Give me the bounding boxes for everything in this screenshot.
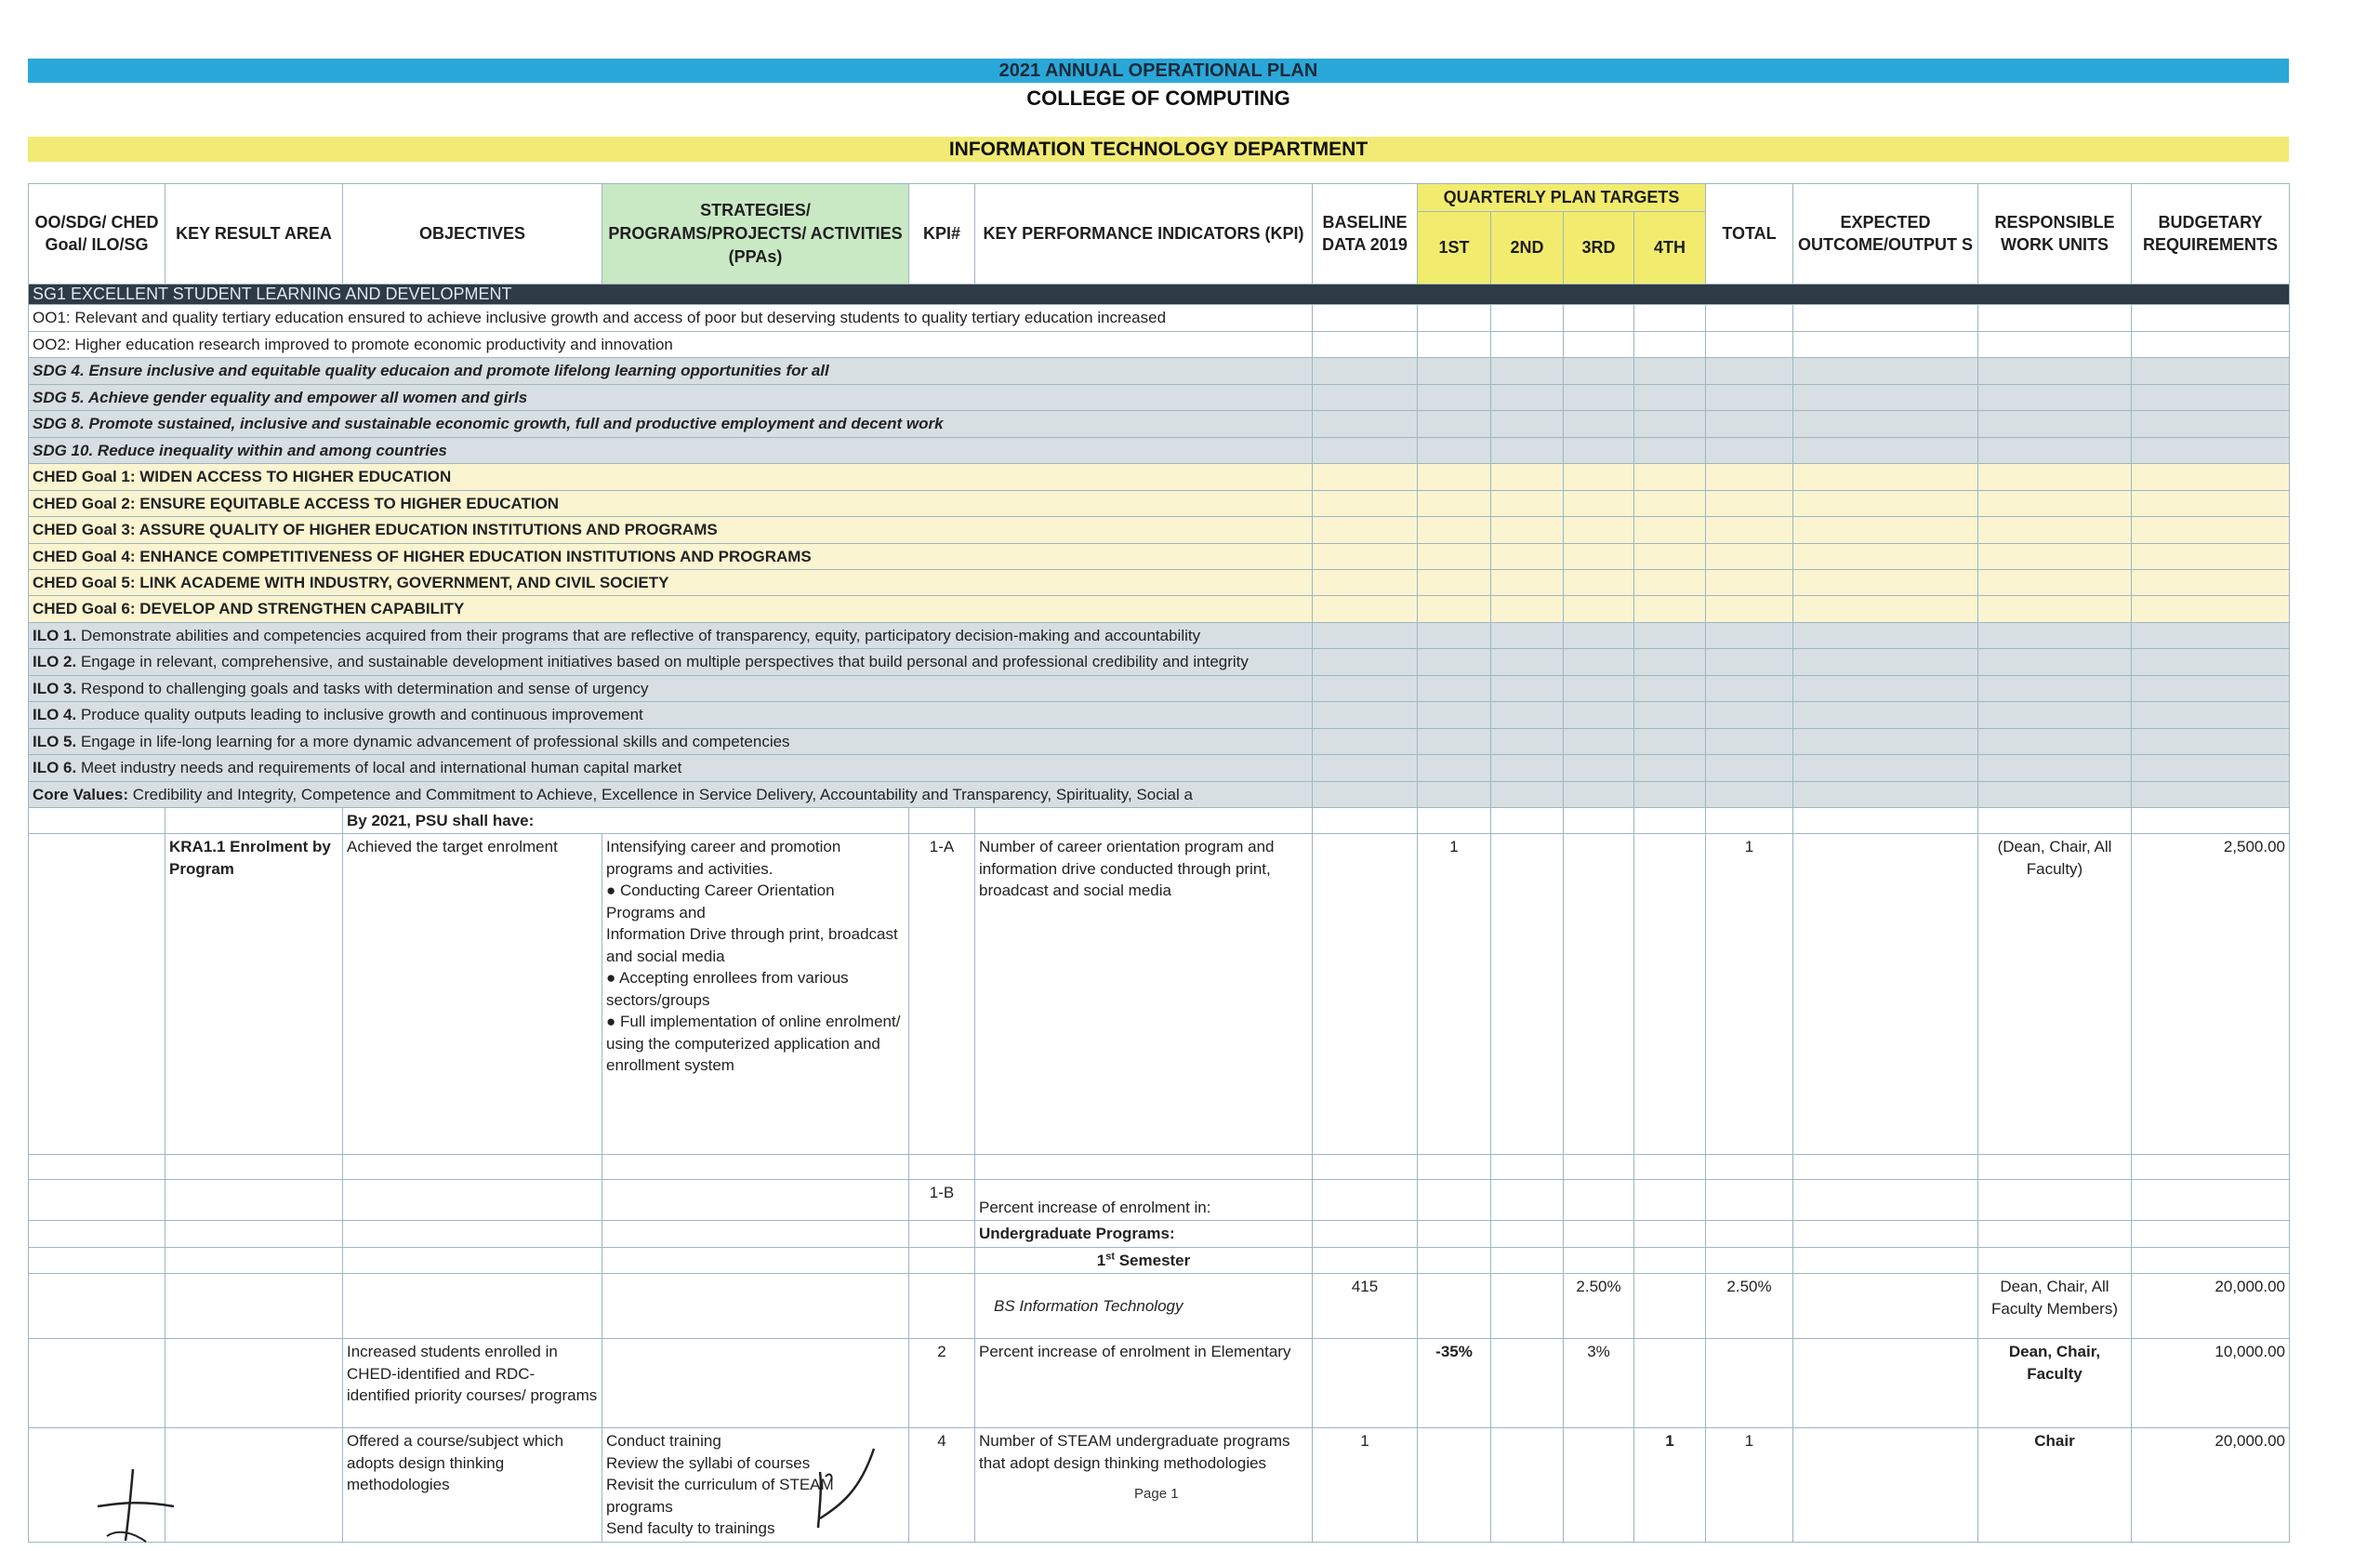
objective-text: Offered a course/subject which adopts design thinking methodologies — [343, 1428, 602, 1542]
kpi-row-1b — [29, 1180, 2290, 1221]
ilo-row — [29, 649, 2290, 675]
strategy-line: Intensifying career and promotion programs and activities. — [606, 838, 841, 878]
semester-row — [29, 1247, 2290, 1273]
operational-plan-table — [28, 183, 2290, 1543]
ilo-text: Respond to challenging goals and tasks with determination and sense of urgency — [80, 679, 649, 697]
total-target: 1 — [1706, 1428, 1793, 1542]
col-responsible-header: RESPONSIBLE WORK UNITS — [1978, 184, 2132, 285]
objective-text: Increased students enrolled in CHED-identified and RDC-identified priority courses/ programs — [343, 1339, 602, 1428]
sdg-text: SDG 10. Reduce inequality within and among countries — [29, 437, 1313, 463]
strategy-line: Revisit the curriculum of STEAM programs — [606, 1476, 834, 1516]
ched-goal-row — [29, 464, 2290, 490]
col-kra-header: KEY RESULT AREA — [165, 184, 343, 285]
budget-amount: 10,000.00 — [2132, 1339, 2290, 1428]
program-row — [29, 1274, 2290, 1339]
col-q1-header: 1ST — [1418, 211, 1491, 284]
col-quarterly-header: QUARTERLY PLAN TARGETS — [1418, 184, 1706, 212]
kpi-number: 1-B — [909, 1180, 975, 1221]
sdg-row — [29, 411, 2290, 437]
kpi-row-1a — [29, 834, 2290, 1155]
kpi-number: 2 — [909, 1339, 975, 1428]
ilo-label: ILO 6. — [33, 759, 77, 777]
sdg-text: SDG 8. Promote sustained, inclusive and sustainable economic growth, full and productive employment and decent work — [29, 411, 1313, 437]
responsible-units: Dean, Chair, All Faculty Members) — [1978, 1274, 2132, 1339]
ilo-row — [29, 675, 2290, 701]
college-name: COLLEGE OF COMPUTING — [1026, 86, 1290, 110]
baseline-value: 415 — [1313, 1274, 1418, 1339]
ilo-text: Engage in life-long learning for a more dynamic advancement of professional skills and competencies — [80, 732, 790, 750]
sdg-row — [29, 437, 2290, 463]
ched-goal-row — [29, 569, 2290, 595]
q1-target: -35% — [1418, 1339, 1491, 1428]
col-budget-header: BUDGETARY REQUIREMENTS — [2132, 184, 2290, 285]
q3-target: 2.50% — [1564, 1274, 1634, 1339]
semester-number: 1 — [1096, 1251, 1106, 1269]
kpi-number: 4 — [909, 1428, 975, 1542]
strategy-line: Send faculty to trainings — [606, 1519, 775, 1538]
undergrad-label: Undergraduate Programs: — [975, 1221, 1313, 1247]
col-objectives-header: OBJECTIVES — [343, 184, 602, 285]
ilo-text: Demonstrate abilities and competencies acquired from their programs that are reflective of transparency, equity, participatory decision-making and accountability — [80, 626, 1201, 644]
ilo-text: Engage in relevant, comprehensive, and sustainable development initiatives based on multiple perspectives that build personal and professional credibility and integrity — [80, 653, 1249, 671]
ilo-cell — [29, 622, 1313, 648]
ched-goal-text: CHED Goal 2: ENSURE EQUITABLE ACCESS TO HIGHER EDUCATION — [29, 490, 1313, 516]
col-outcome-header: EXPECTED OUTCOME/OUTPUT S — [1793, 184, 1978, 285]
col-total-header: TOTAL — [1706, 184, 1793, 285]
strategy-line: Conduct training — [606, 1432, 721, 1451]
q4-target: 1 — [1634, 1428, 1706, 1542]
core-values-row — [29, 781, 2290, 807]
strategy-line: Review the syllabi of courses — [606, 1453, 811, 1472]
ched-goal-text: CHED Goal 3: ASSURE QUALITY OF HIGHER EDUCATION INSTITUTIONS AND PROGRAMS — [29, 517, 1313, 543]
ilo-cell — [29, 755, 1313, 781]
ilo-label: ILO 2. — [33, 653, 77, 671]
strategy-line: ● Full implementation of online enrolment/ using the computerized application and enrollment system — [606, 1013, 901, 1075]
responsible-units: Chair — [1978, 1428, 2132, 1542]
oo-row — [29, 331, 2290, 357]
sdg-text: SDG 5. Achieve gender equality and empower all women and girls — [29, 384, 1313, 410]
oo-text: OO2: Higher education research improved to promote economic productivity and innovation — [29, 331, 1313, 357]
col-q2-header: 2ND — [1491, 211, 1564, 284]
ched-goal-text: CHED Goal 5: LINK ACADEME WITH INDUSTRY, GOVERNMENT, AND CIVIL SOCIETY — [29, 569, 1313, 595]
kra-label: KRA1.1 Enrolment by Program — [165, 834, 343, 1155]
ilo-cell — [29, 728, 1313, 754]
ilo-text: Meet industry needs and requirements of local and international human capital market — [80, 759, 682, 777]
budget-amount: 20,000.00 — [2132, 1274, 2290, 1339]
col-kpi-no-header: KPI# — [909, 184, 975, 285]
ilo-cell — [29, 675, 1313, 701]
col-baseline-header: BASELINE DATA 2019 — [1313, 184, 1418, 285]
responsible-units: (Dean, Chair, All Faculty) — [1978, 834, 2132, 1155]
kpi-number: 1-A — [909, 834, 975, 1155]
sdg-row — [29, 384, 2290, 410]
ilo-row — [29, 622, 2290, 648]
total-target: 2.50% — [1706, 1274, 1793, 1339]
ched-goal-row — [29, 543, 2290, 569]
kpi-text: Percent increase of enrolment in: — [975, 1180, 1313, 1221]
ilo-text: Produce quality outputs leading to inclusive growth and continuous improvement — [80, 706, 643, 724]
core-values-text: Credibility and Integrity, Competence and Commitment to Achieve, Excellence in Service Delivery, Accountability and Transparency, Spirituality, Social a — [132, 785, 1193, 803]
col-kpi-header: KEY PERFORMANCE INDICATORS (KPI) — [975, 184, 1313, 285]
strategy-line: ● Conducting Career Orientation Programs and — [606, 882, 835, 921]
col-strategies-header: STRATEGIES/ PROGRAMS/PROJECTS/ ACTIVITIES (PPAs) — [602, 184, 909, 285]
core-values-label: Core Values: — [33, 785, 128, 803]
ilo-label: ILO 4. — [33, 706, 77, 724]
plan-title: 2021 ANNUAL OPERATIONAL PLAN — [998, 60, 1318, 81]
ched-goal-text: CHED Goal 1: WIDEN ACCESS TO HIGHER EDUCATION — [29, 464, 1313, 490]
col-oo-header: OO/SDG/ CHED Goal/ ILO/SG — [29, 184, 165, 285]
total-target: 1 — [1706, 834, 1793, 1155]
objective-text: Achieved the target enrolment — [343, 834, 602, 1155]
strategies-cell — [602, 834, 909, 1155]
ched-goal-row — [29, 517, 2290, 543]
sg1-row — [29, 284, 2290, 305]
ilo-label: ILO 5. — [33, 732, 77, 750]
semester-text: Semester — [1114, 1251, 1191, 1269]
q1-target: 1 — [1418, 834, 1491, 1155]
undergrad-row — [29, 1221, 2290, 1247]
ched-goal-row — [29, 490, 2290, 516]
department-name: INFORMATION TECHNOLOGY DEPARTMENT — [948, 139, 1368, 160]
kpi-text: Percent increase of enrolment in Elementary — [975, 1339, 1313, 1428]
ilo-row — [29, 728, 2290, 754]
col-q4-header: 4TH — [1634, 211, 1706, 284]
page-number: Page 1 — [1134, 1486, 1179, 1502]
ilo-cell — [29, 702, 1313, 728]
ilo-row — [29, 702, 2290, 728]
ilo-label: ILO 3. — [33, 679, 77, 697]
sdg-row — [29, 358, 2290, 384]
budget-amount: 20,000.00 — [2132, 1428, 2290, 1542]
sdg-text: SDG 4. Ensure inclusive and equitable quality educaion and promote lifelong learning opportunities for all — [29, 358, 1313, 384]
ilo-label: ILO 1. — [33, 626, 77, 644]
initials-mark — [809, 1439, 883, 1532]
ched-goal-text: CHED Goal 6: DEVELOP AND STRENGTHEN CAPABILITY — [29, 596, 1313, 622]
kpi-text: Number of STEAM undergraduate programs that adopt design thinking methodologies — [975, 1428, 1313, 1542]
ched-goal-row — [29, 596, 2290, 622]
by-2021-row — [29, 808, 2290, 834]
baseline-value: 1 — [1313, 1428, 1418, 1542]
strategy-line: ● Accepting enrollees from various sectors/groups — [606, 969, 849, 1009]
ilo-row — [29, 755, 2290, 781]
col-q3-header: 3RD — [1564, 211, 1634, 284]
responsible-units: Dean, Chair, Faculty — [1978, 1339, 2132, 1428]
signature-mark — [88, 1462, 181, 1545]
semester-label — [975, 1247, 1313, 1273]
oo-text: OO1: Relevant and quality tertiary education ensured to achieve inclusive growth and access of poor but deserving students to quality tertiary education increased — [29, 305, 1313, 331]
program-name: BS Information Technology — [975, 1274, 1313, 1339]
semester-suffix: st — [1105, 1251, 1115, 1263]
sg1-label: SG1 EXCELLENT STUDENT LEARNING AND DEVELOPMENT — [29, 284, 2290, 305]
q3-target: 3% — [1564, 1339, 1634, 1428]
by-2021-label: By 2021, PSU shall have: — [343, 808, 909, 834]
core-values-cell — [29, 781, 1313, 807]
kpi-text: Number of career orientation program and information drive conducted through print, broadcast and social media — [975, 834, 1313, 1155]
strategy-line: Information Drive through print, broadcast and social media — [606, 925, 898, 965]
ilo-cell — [29, 649, 1313, 675]
spacer-row — [29, 1155, 2290, 1180]
kpi-row-2 — [29, 1339, 2290, 1428]
ched-goal-text: CHED Goal 4: ENHANCE COMPETITIVENESS OF HIGHER EDUCATION INSTITUTIONS AND PROGRAMS — [29, 543, 1313, 569]
budget-amount: 2,500.00 — [2132, 834, 2290, 1155]
oo-row — [29, 305, 2290, 331]
